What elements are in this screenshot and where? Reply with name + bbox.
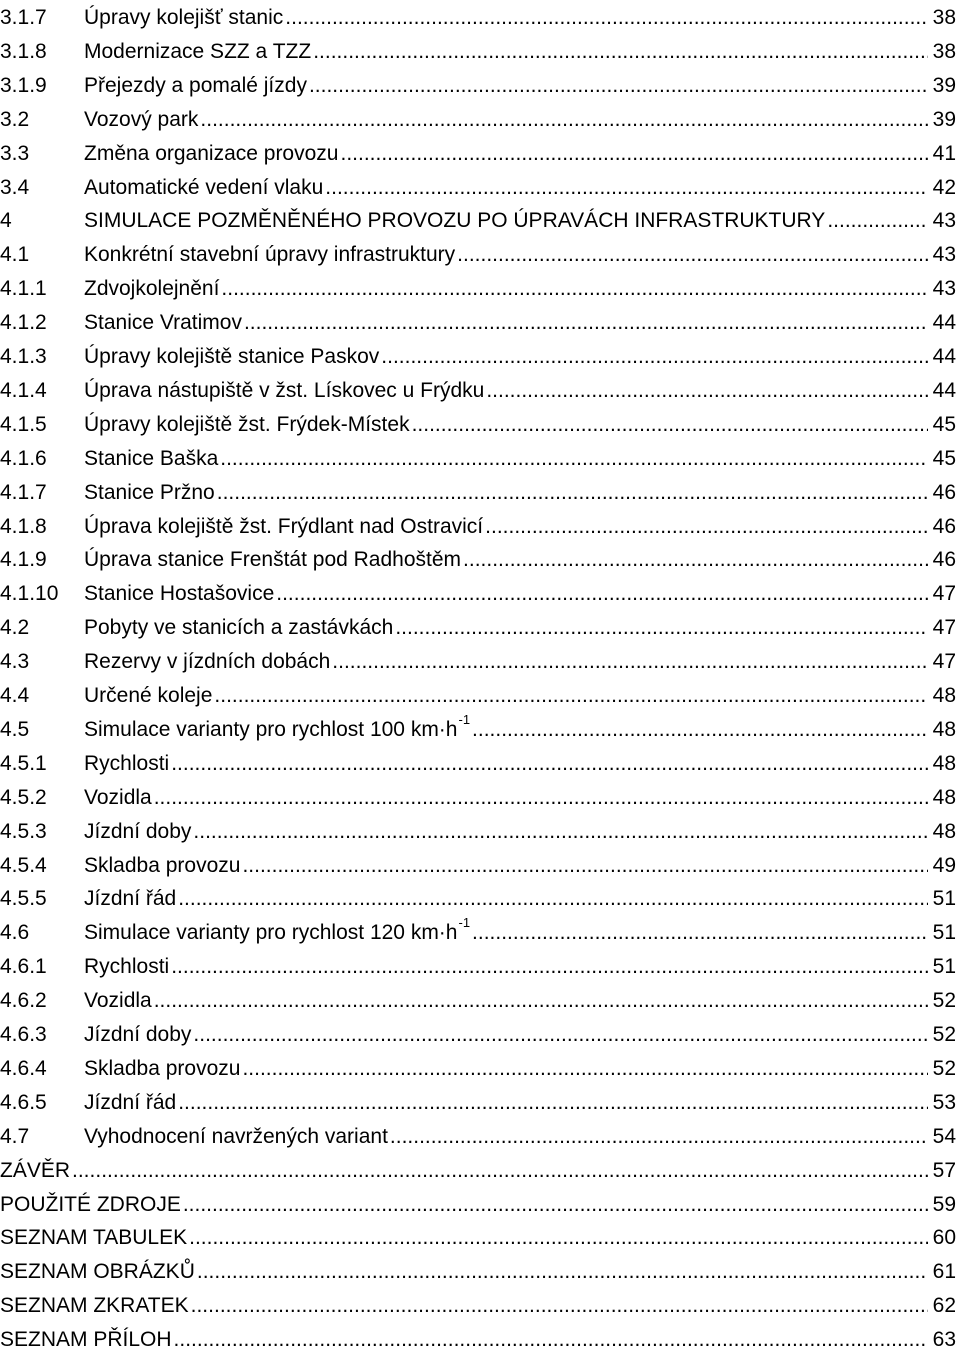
toc-entry-page: 43 xyxy=(932,243,956,267)
toc-dot-leader xyxy=(486,379,928,403)
toc-entry-number: 4.1.2 xyxy=(0,311,47,335)
toc-dot-leader xyxy=(197,1260,928,1284)
toc-entry-title: Vozidla xyxy=(84,785,152,809)
toc-dot-leader xyxy=(390,1125,928,1149)
toc-entry-number: 4.1.5 xyxy=(0,412,47,436)
toc-entry-number: 3.1.8 xyxy=(0,39,47,63)
toc-entry-title: Pobyty ve stanicích a zastávkách xyxy=(84,616,394,640)
toc-entry-title: Vozidla xyxy=(84,989,152,1013)
toc-entry[interactable] xyxy=(0,339,956,369)
toc-entry-number: 4.5.5 xyxy=(0,887,47,911)
toc-entry[interactable] xyxy=(0,407,956,437)
toc-entry-number: 4.3 xyxy=(0,650,30,674)
toc-dot-leader xyxy=(285,6,928,30)
toc-dot-leader xyxy=(313,40,928,64)
toc-entry-title: Stanice Hostašovice xyxy=(84,582,275,606)
toc-entry-number: 4.2 xyxy=(0,616,30,640)
toc-entry-number: 3.4 xyxy=(0,175,30,199)
toc-entry-title: Úprava kolejiště žst. Frýdlant nad Ostravicí xyxy=(84,514,484,538)
toc-entry-title: Zdvojkolejnění xyxy=(84,277,220,301)
toc-entry-number: 4.4 xyxy=(0,684,30,707)
toc-entry-page: 43 xyxy=(932,209,956,233)
toc-entry-page: 47 xyxy=(932,616,956,640)
toc-entry-page: 52 xyxy=(932,1056,956,1080)
toc-entry[interactable] xyxy=(0,1187,956,1217)
toc-dot-leader xyxy=(276,582,928,606)
toc-dot-leader xyxy=(191,1294,928,1318)
toc-entry[interactable] xyxy=(0,102,956,132)
toc-entry[interactable] xyxy=(0,1051,956,1081)
toc-entry-page: 57 xyxy=(932,1158,956,1182)
toc-entry-number: 3.1.9 xyxy=(0,73,47,97)
toc-entry-title: Rezervy v jízdních dobách xyxy=(84,650,331,674)
toc-entry-page: 41 xyxy=(932,141,956,165)
toc-entry-title: Jízdní řád xyxy=(84,1090,177,1114)
toc-entry-page: 45 xyxy=(932,412,956,436)
toc-entry-number: 4.5 xyxy=(0,717,30,741)
toc-entry-page: 63 xyxy=(932,1328,956,1352)
toc-entry-title: Úpravy kolejiště žst. Frýdek-Místek xyxy=(84,412,410,436)
toc-entry-number: 4.6.5 xyxy=(0,1090,47,1114)
toc-entry[interactable] xyxy=(0,1254,956,1284)
toc-entry-title: SEZNAM PŘÍLOH xyxy=(0,1328,172,1352)
toc-entry-title: Úprava nástupiště v žst. Lískovec u Frýdku xyxy=(84,378,485,402)
toc-entry-superscript: -1 xyxy=(458,915,471,931)
toc-dot-leader xyxy=(171,955,928,979)
toc-entry[interactable] xyxy=(0,1153,956,1183)
toc-entry-number: 4.6.2 xyxy=(0,989,47,1013)
toc-entry[interactable] xyxy=(0,1085,956,1115)
toc-entry-page: 52 xyxy=(932,989,956,1013)
toc-entry[interactable] xyxy=(0,136,956,166)
toc-entry-page: 51 xyxy=(932,921,956,945)
toc-dot-leader xyxy=(220,447,928,471)
toc-entry-title: Skladba provozu xyxy=(84,1056,241,1080)
toc-entry[interactable] xyxy=(0,814,956,844)
toc-entry-page: 44 xyxy=(932,311,956,335)
toc-dot-leader xyxy=(214,684,928,708)
toc-dot-leader xyxy=(221,277,928,301)
toc-entry-number: 4.6 xyxy=(0,921,30,945)
toc-entry-page: 48 xyxy=(932,819,956,843)
toc-entry-number: 3.2 xyxy=(0,107,30,131)
toc-entry[interactable] xyxy=(0,1119,956,1149)
toc-dot-leader xyxy=(178,1091,928,1115)
toc-dot-leader xyxy=(193,1023,928,1047)
toc-entry-page: 59 xyxy=(932,1192,956,1216)
toc-entry[interactable] xyxy=(0,848,956,878)
toc-entry-number: 4.1.1 xyxy=(0,277,47,301)
toc-entry-number: 4.1.4 xyxy=(0,378,47,402)
toc-entry-page: 61 xyxy=(932,1260,956,1284)
toc-entry-page: 49 xyxy=(932,853,956,877)
toc-entry-number: 4.1.6 xyxy=(0,446,47,470)
toc-entry-number: 4.1.10 xyxy=(0,582,59,606)
toc-entry[interactable] xyxy=(0,644,956,674)
toc-entry[interactable] xyxy=(0,915,956,945)
toc-dot-leader xyxy=(412,413,928,437)
toc-entry[interactable] xyxy=(0,949,956,979)
toc-entry-number: 4.6.4 xyxy=(0,1056,47,1080)
toc-entry[interactable] xyxy=(0,576,956,606)
toc-entry-title: Simulace varianty pro rychlost 120 km·h xyxy=(84,921,458,945)
toc-entry-title: Úprava stanice Frenštát pod Radhoštěm xyxy=(84,548,462,572)
toc-entry[interactable] xyxy=(0,373,956,403)
toc-entry-number: 4.6.1 xyxy=(0,955,47,979)
toc-entry-superscript: -1 xyxy=(458,711,471,727)
toc-dot-leader xyxy=(381,345,928,369)
toc-entry-title: Jízdní doby xyxy=(84,1023,192,1046)
toc-entry-number: 4.1 xyxy=(0,243,30,267)
toc-entry[interactable] xyxy=(0,203,956,233)
toc-entry-number: 4.5.3 xyxy=(0,819,47,843)
toc-entry-number: 4.1.7 xyxy=(0,480,47,504)
toc-entry[interactable] xyxy=(0,1017,956,1047)
toc-entry-title: Stanice Vratimov xyxy=(84,311,242,335)
toc-entry[interactable] xyxy=(0,475,956,505)
toc-entry[interactable] xyxy=(0,712,956,742)
toc-entry-page: 48 xyxy=(932,751,956,775)
toc-entry-title: Vyhodnocení navržených variant xyxy=(84,1124,388,1148)
toc-dot-leader xyxy=(827,209,928,233)
toc-entry-page: 44 xyxy=(932,378,956,402)
toc-entry-title: Určené koleje xyxy=(84,684,213,707)
toc-entry[interactable] xyxy=(0,1288,956,1318)
toc-entry-title: SIMULACE POZMĚNĚNÉHO PROVOZU PO ÚPRAVÁCH INFRASTRUKTURY xyxy=(84,209,826,233)
toc-dot-leader xyxy=(200,108,928,132)
toc-dot-leader xyxy=(174,1328,928,1352)
toc-dot-leader xyxy=(189,1226,928,1250)
toc-entry-title: Jízdní doby xyxy=(84,819,192,843)
toc-entry-page: 48 xyxy=(932,684,956,707)
toc-dot-leader xyxy=(332,650,928,674)
toc-entry-title: Jízdní řád xyxy=(84,887,177,911)
toc-entry-title: Rychlosti xyxy=(84,955,170,979)
toc-entry-page: 45 xyxy=(932,446,956,470)
toc-entry-title: Simulace varianty pro rychlost 100 km·h xyxy=(84,717,458,741)
toc-entry-page: 38 xyxy=(932,6,956,29)
toc-entry-title: Úpravy kolejišť stanic xyxy=(84,6,284,29)
toc-entry[interactable] xyxy=(0,1220,956,1250)
toc-entry-number: 4.5.4 xyxy=(0,853,47,877)
toc-entry-page: 48 xyxy=(932,717,956,741)
toc-dot-leader xyxy=(485,515,928,539)
toc-dot-leader xyxy=(178,887,928,911)
toc-dot-leader xyxy=(340,142,928,166)
toc-entry-page: 51 xyxy=(932,887,956,911)
toc-entry-title: SEZNAM ZKRATEK xyxy=(0,1294,189,1318)
toc-entry-title: Úpravy kolejiště stanice Paskov xyxy=(84,345,380,368)
toc-dot-leader xyxy=(217,481,928,505)
toc-entry[interactable] xyxy=(0,68,956,98)
toc-entry[interactable] xyxy=(0,237,956,267)
toc-entry[interactable] xyxy=(0,271,956,301)
toc-entry[interactable] xyxy=(0,0,956,30)
toc-entry[interactable] xyxy=(0,881,956,911)
toc-entry[interactable] xyxy=(0,983,956,1013)
toc-entry-page: 47 xyxy=(932,582,956,606)
toc-entry-page: 42 xyxy=(932,175,956,199)
toc-dot-leader xyxy=(193,820,928,844)
toc-entry-number: 4.1.8 xyxy=(0,514,47,538)
toc-entry-number: 4.1.9 xyxy=(0,548,47,572)
toc-dot-leader xyxy=(154,989,928,1013)
toc-entry-title: Rychlosti xyxy=(84,751,170,775)
toc-entry[interactable] xyxy=(0,610,956,640)
toc-entry-number: 4.5.2 xyxy=(0,785,47,809)
toc-entry-title: Automatické vedení vlaku xyxy=(84,175,324,199)
toc-entry-title: SEZNAM OBRÁZKŮ xyxy=(0,1260,195,1284)
toc-entry-page: 46 xyxy=(932,514,956,538)
toc-entry[interactable] xyxy=(0,441,956,471)
toc-dot-leader xyxy=(242,1057,928,1081)
toc-entry-number: 4.6.3 xyxy=(0,1023,47,1046)
toc-entry[interactable] xyxy=(0,678,956,708)
toc-entry-page: 39 xyxy=(932,107,956,131)
toc-entry[interactable] xyxy=(0,746,956,776)
toc-entry-number: 4.5.1 xyxy=(0,751,47,775)
toc-dot-leader xyxy=(309,74,928,98)
toc-dot-leader xyxy=(154,786,928,810)
toc-entry-title: Skladba provozu xyxy=(84,853,241,877)
toc-entry-page: 52 xyxy=(932,1023,956,1046)
toc-entry-page: 47 xyxy=(932,650,956,674)
toc-entry-page: 48 xyxy=(932,785,956,809)
toc-dot-leader xyxy=(472,921,928,945)
toc-entry-title: Přejezdy a pomalé jízdy xyxy=(84,73,307,97)
toc-entry-page: 43 xyxy=(932,277,956,301)
toc-dot-leader xyxy=(171,752,928,776)
toc-entry[interactable] xyxy=(0,542,956,572)
toc-entry[interactable] xyxy=(0,780,956,810)
toc-entry-page: 44 xyxy=(932,345,956,368)
toc-dot-leader xyxy=(457,243,928,267)
toc-dot-leader xyxy=(463,548,928,572)
toc-entry-title: SEZNAM TABULEK xyxy=(0,1226,188,1250)
toc-entry-page: 51 xyxy=(932,955,956,979)
toc-entry-number: 4.1.3 xyxy=(0,345,47,368)
toc-entry-page: 46 xyxy=(932,480,956,504)
toc-entry-number: 4.7 xyxy=(0,1124,30,1148)
toc-entry-page: 60 xyxy=(932,1226,956,1250)
toc-entry-title: Vozový park xyxy=(84,107,199,131)
toc-entry-title: Modernizace SZZ a TZZ xyxy=(84,39,312,63)
toc-entry[interactable] xyxy=(0,34,956,64)
toc-entry-title: Stanice Baška xyxy=(84,446,219,470)
toc-entry-page: 46 xyxy=(932,548,956,572)
toc-entry[interactable] xyxy=(0,509,956,539)
toc-entry[interactable] xyxy=(0,1322,956,1352)
toc-dot-leader xyxy=(325,176,928,200)
toc-entry-page: 39 xyxy=(932,73,956,97)
toc-entry-page: 38 xyxy=(932,39,956,63)
toc-entry-number: 3.3 xyxy=(0,141,30,165)
toc-entry-title: Konkrétní stavební úpravy infrastruktury xyxy=(84,243,456,267)
toc-dot-leader xyxy=(472,718,928,742)
toc-entry[interactable] xyxy=(0,170,956,200)
toc-dot-leader xyxy=(244,311,928,335)
toc-dot-leader xyxy=(183,1193,928,1217)
toc-entry-title: Stanice Pržno xyxy=(84,480,215,504)
toc-dot-leader xyxy=(242,854,928,878)
toc-dot-leader xyxy=(395,616,928,640)
toc-entry-number: 4 xyxy=(0,209,12,233)
toc-entry[interactable] xyxy=(0,305,956,335)
toc-entry-title: POUŽITÉ ZDROJE xyxy=(0,1192,181,1216)
toc-entry-page: 53 xyxy=(932,1090,956,1114)
toc-entry-title: Změna organizace provozu xyxy=(84,141,339,165)
toc-dot-leader xyxy=(72,1159,928,1183)
toc-entry-page: 54 xyxy=(932,1124,956,1148)
toc-entry-title: ZÁVĚR xyxy=(0,1158,71,1182)
toc-entry-number: 3.1.7 xyxy=(0,6,47,29)
toc-entry-page: 62 xyxy=(932,1294,956,1318)
